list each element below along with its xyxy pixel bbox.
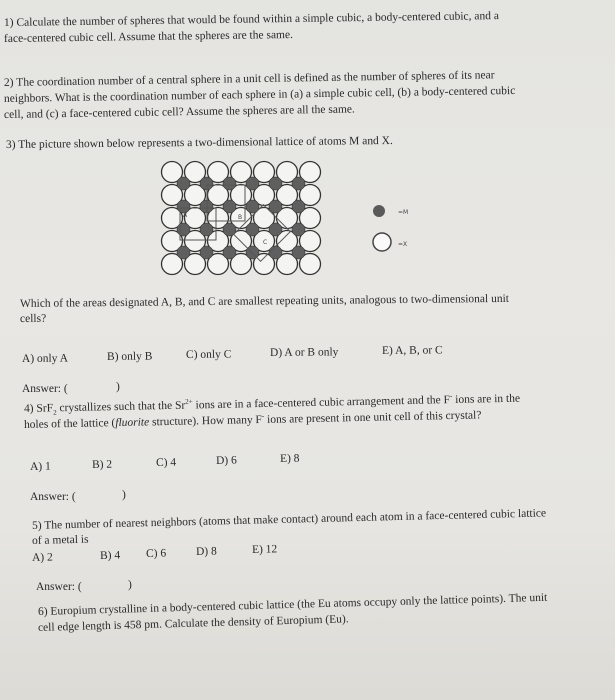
q2-line2: neighbors. What is the coordination number of each sphere in (a) a simple cubic cell, (b) a body-centered cubic [3,84,516,105]
q3-option-a: A) only A [21,352,69,365]
q2-line3: cell, and (c) a face-centered cubic cell? Assume the spheres are all the same. [3,103,355,121]
atom-m [269,177,282,190]
atom-m [246,177,259,190]
legend-m-label: =M [398,209,409,216]
atom-m [223,177,236,190]
q3-question-line1: Which of the areas designated A, B, and C are smallest repeating units, analogous to two-dimensional unit [19,292,509,310]
atom-m [246,223,259,236]
atom-m [200,246,213,259]
q4-answer-label: Answer: ( [30,491,76,503]
legend-x-label: =X [398,241,408,248]
q4-option-b: B) 2 [91,458,113,471]
atom-m [292,200,305,213]
atom-m [292,246,305,259]
lattice-figure [160,160,340,278]
q6-line1: 6) Europium crystalline in a body-centered cubic lattice (the Eu atoms occupy only the lattice points). The unit [37,591,548,618]
q1-line1: 1) Calculate the number of spheres that would be found within a simple cubic, a body-centered cubic, and a [3,10,500,29]
q4-answer-close: ) [122,489,126,501]
q5-line2: of a metal is [31,533,89,547]
q5-option-c: C) 6 [145,547,167,560]
atom-m [292,223,305,236]
q4-line1: 4) SrF$_2$ crystallizes such that the $Sr^{2+}$ ions are in a face-centered cubic arrangement and the F- ions are in the [23,392,521,417]
q4-option-c: C) 4 [155,456,177,469]
atom-m [269,246,282,259]
label-c: C [263,239,268,246]
atom-m [223,200,236,213]
q1-line2: face-centered cubic cell. Assume that the spheres are the same. [3,28,294,45]
q3-option-c: C) only C [185,348,232,361]
q6-line2: cell edge length is 458 pm. Calculate the density of Europium (Eu). [37,613,349,634]
atom-m [177,177,190,190]
atom-m [269,223,282,236]
lattice-legend [368,200,428,260]
atom-m [177,246,190,259]
atom-m [292,177,305,190]
q5-answer-label: Answer: ( [36,581,82,593]
q5-option-d: D) 8 [195,545,217,558]
label-a: A [183,212,188,219]
atom-m [223,246,236,259]
q4-line2: holes of the lattice (fluorite structure). How many F- ions are present in one unit cell of this crystal? [23,409,482,431]
q2-line1: 2) The coordination number of a central sphere in a unit cell is defined as the number of spheres of its near [3,69,495,89]
atom-m [200,223,213,236]
q4-option-a: A) 1 [29,460,51,473]
atom-m [177,223,190,236]
q4-option-d: D) 6 [215,454,237,467]
q3-question-line2: cells? [19,312,47,325]
q3-answer-close: ) [116,381,120,393]
q4-option-e: E) 8 [279,452,300,465]
q3-option-b: B) only B [106,350,153,363]
q5-option-e: E) 12 [251,543,278,556]
q3-option-d: D) A or B only [269,346,339,359]
q3-answer-label: Answer: ( [22,383,68,395]
q5-option-a: A) 2 [31,551,53,564]
q5-line1: 5) The number of nearest neighbors (atoms that make contact) around each atom in a face-centered cubic lattice [31,507,547,532]
q5-option-b: B) 4 [99,549,121,562]
legend-x-circle [373,233,391,251]
label-b: B [238,214,243,221]
legend-m-circle [373,205,385,217]
atom-m [269,200,282,213]
q5-answer-close: ) [128,579,132,591]
q3-option-e: E) A, B, or C [381,344,443,357]
q3-intro: 3) The picture shown below represents a two-dimensional lattice of atoms M and X. [5,134,393,151]
